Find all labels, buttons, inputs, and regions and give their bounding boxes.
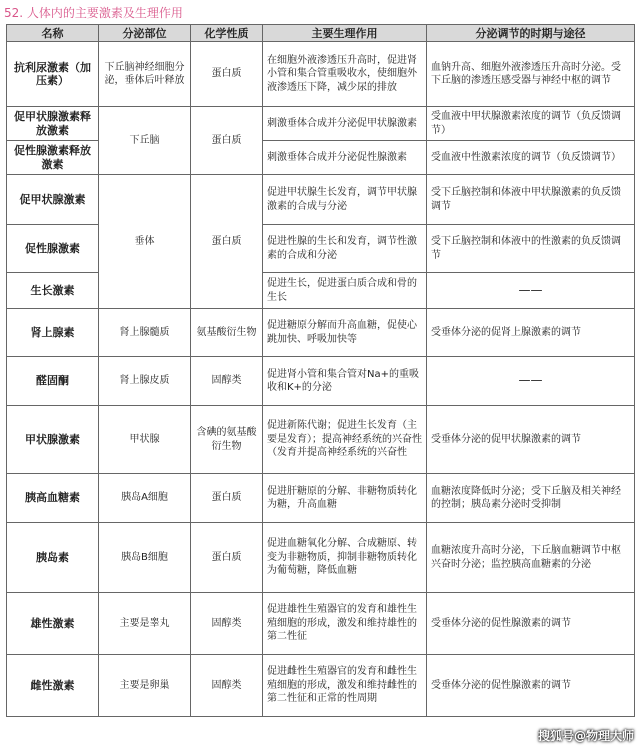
chemical-nature: 蛋白质 [191,107,263,175]
secretion-site: 下丘脑神经细胞分泌，垂体后叶释放 [99,42,191,107]
physiological-effect: 在细胞外液渗透压升高时，促进肾小管和集合管重吸收水，使细胞外液渗透压下降，减少尿的排放 [263,42,427,107]
table-row [7,107,635,141]
table-row [7,309,635,357]
secretion-regulation: 受垂体分泌的促甲状腺激素的调节 [427,406,635,474]
chemical-nature: 蛋白质 [191,175,263,309]
header-site: 分泌部位 [99,25,191,42]
physiological-effect: 促进肾小管和集合管对Na+的重吸收和K+的分泌 [263,357,427,406]
chemical-nature: 蛋白质 [191,474,263,523]
secretion-regulation: 受垂体分泌的促肾上腺激素的调节 [427,309,635,357]
physiological-effect: 促进肝糖原的分解、非糖物质转化为糖，升高血糖 [263,474,427,523]
hormone-table [6,24,635,717]
physiological-effect: 促进雌性生殖器官的发育和雌性生殖细胞的形成，激发和维持雌性的第二性征和正常的性周期 [263,655,427,717]
table-row [7,655,635,717]
secretion-regulation: 受下丘脑控制和体液中的性激素的负反馈调节 [427,225,635,273]
chemical-nature: 固醇类 [191,655,263,717]
secretion-site: 肾上腺皮质 [99,357,191,406]
hormone-name: 雌性激素 [7,655,99,717]
chemical-nature: 蛋白质 [191,523,263,593]
physiological-effect: 促进新陈代谢；促进生长发育（主要是发育）；提高神经系统的兴奋性（发育并提高神经系统的兴奋性 [263,406,427,474]
secretion-site: 肾上腺髓质 [99,309,191,357]
hormone-name: 肾上腺素 [7,309,99,357]
header-name: 名称 [7,25,99,42]
chemical-nature: 固醇类 [191,593,263,655]
secretion-regulation: 血糖浓度降低时分泌；受下丘脑及相关神经的控制；胰岛素分泌时受抑制 [427,474,635,523]
physiological-effect: 促进雄性生殖器官的发育和雄性生殖细胞的形成，激发和维持雄性的第二性征 [263,593,427,655]
secretion-regulation: —— [427,357,635,406]
table-row [7,357,635,406]
table-row [7,406,635,474]
table-row [7,175,635,225]
secretion-regulation: 受垂体分泌的促性腺激素的调节 [427,655,635,717]
secretion-site: 胰岛B细胞 [99,523,191,593]
physiological-effect: 促进性腺的生长和发育，调节性激素的合成和分泌 [263,225,427,273]
hormone-name: 促甲状腺激素释放激素 [7,107,99,141]
table-header-row [7,25,635,42]
table-row [7,593,635,655]
hormone-name: 雄性激素 [7,593,99,655]
header-regulation: 分泌调节的时期与途径 [427,25,635,42]
chemical-nature: 固醇类 [191,357,263,406]
chemical-nature: 含碘的氨基酸衍生物 [191,406,263,474]
hormone-name: 生长激素 [7,273,99,309]
secretion-regulation: 受下丘脑控制和体液中甲状腺激素的负反馈调节 [427,175,635,225]
secretion-regulation: —— [427,273,635,309]
hormone-name: 甲状腺激素 [7,406,99,474]
hormone-name: 促甲状腺激素 [7,175,99,225]
table-row [7,474,635,523]
secretion-regulation: 受血液中性激素浓度的调节（负反馈调节） [427,141,635,175]
physiological-effect: 促进糖原分解而升高血糖，促使心跳加快、呼吸加快等 [263,309,427,357]
secretion-site: 甲状腺 [99,406,191,474]
secretion-regulation: 血钠升高、细胞外液渗透压升高时分泌。受下丘脑的渗透压感受器与神经中枢的调节 [427,42,635,107]
hormone-name: 抗利尿激素（加压素） [7,42,99,107]
physiological-effect: 刺激垂体合成并分泌促性腺激素 [263,141,427,175]
header-chem: 化学性质 [191,25,263,42]
hormone-name: 促性腺激素 [7,225,99,273]
physiological-effect: 刺激垂体合成并分泌促甲状腺激素 [263,107,427,141]
physiological-effect: 促进血糖氧化分解、合成糖原、转变为非糖物质，抑制非糖物质转化为葡萄糖，降低血糖 [263,523,427,593]
secretion-site: 胰岛A细胞 [99,474,191,523]
table-row [7,523,635,593]
hormone-name: 醛固酮 [7,357,99,406]
chemical-nature: 蛋白质 [191,42,263,107]
hormone-name: 胰高血糖素 [7,474,99,523]
table-row [7,42,635,107]
secretion-site: 主要是睾丸 [99,593,191,655]
watermark: 搜狐号@物理大师 [537,729,634,743]
header-effect: 主要生理作用 [263,25,427,42]
secretion-site: 主要是卵巢 [99,655,191,717]
secretion-regulation: 受血液中甲状腺激素浓度的调节（负反馈调节） [427,107,635,141]
secretion-site: 下丘脑 [99,107,191,175]
secretion-site: 垂体 [99,175,191,309]
hormone-name: 促性腺激素释放激素 [7,141,99,175]
page-title: 52. 人体内的主要激素及生理作用 [4,6,183,20]
secretion-regulation: 血糖浓度升高时分泌，下丘脑血糖调节中枢兴奋时分泌；监控胰高血糖素的分泌 [427,523,635,593]
physiological-effect: 促进甲状腺生长发育，调节甲状腺激素的合成与分泌 [263,175,427,225]
physiological-effect: 促进生长，促进蛋白质合成和骨的生长 [263,273,427,309]
hormone-name: 胰岛素 [7,523,99,593]
chemical-nature: 氨基酸衍生物 [191,309,263,357]
secretion-regulation: 受垂体分泌的促性腺激素的调节 [427,593,635,655]
